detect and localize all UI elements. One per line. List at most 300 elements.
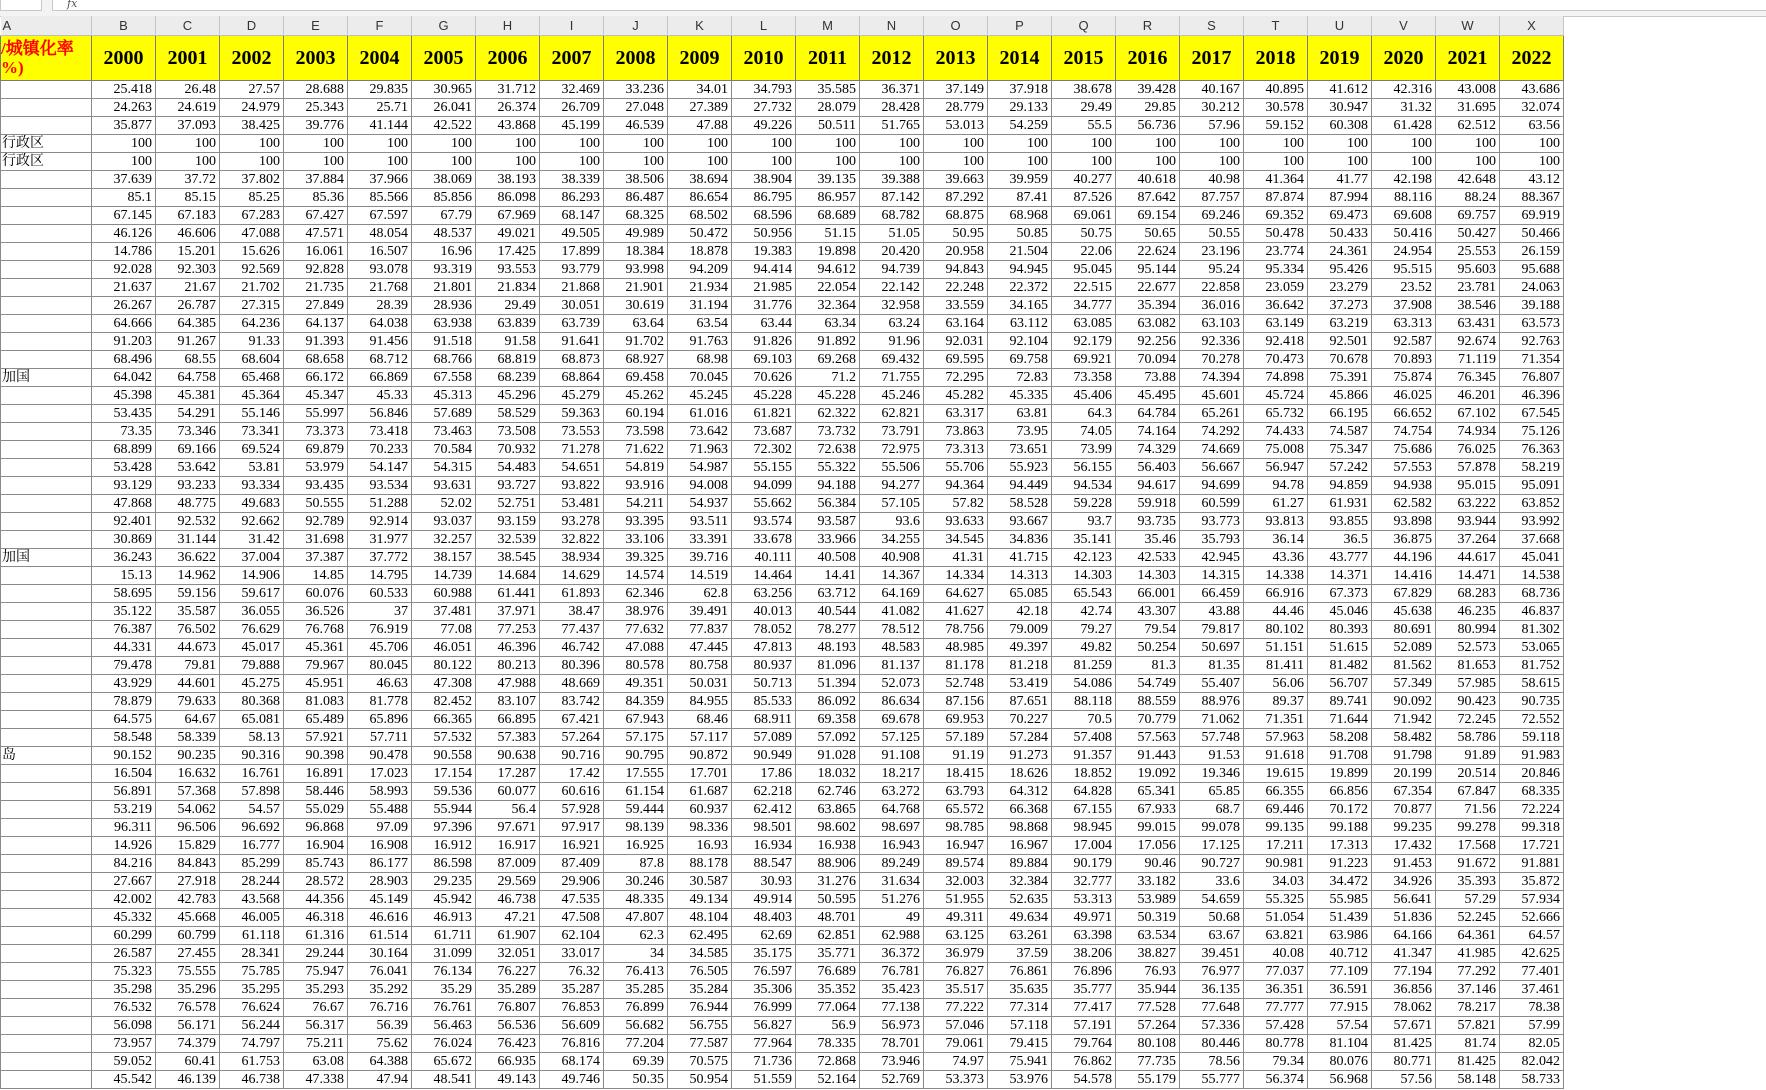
value-cell[interactable]: 35.141 — [1052, 531, 1116, 549]
value-cell[interactable]: 77.109 — [1308, 963, 1372, 981]
value-cell[interactable]: 91.881 — [1500, 855, 1564, 873]
value-cell[interactable]: 91.983 — [1500, 747, 1564, 765]
value-cell[interactable]: 94.699 — [1180, 477, 1244, 495]
value-cell[interactable]: 100 — [92, 135, 156, 153]
value-cell[interactable]: 91.108 — [860, 747, 924, 765]
value-cell[interactable]: 37.72 — [156, 171, 220, 189]
row-label-cell[interactable] — [1, 207, 92, 225]
value-cell[interactable]: 74.433 — [1244, 423, 1308, 441]
value-cell[interactable]: 60.299 — [92, 927, 156, 945]
value-cell[interactable]: 100 — [1308, 135, 1372, 153]
value-cell[interactable]: 86.654 — [668, 189, 732, 207]
value-cell[interactable]: 36.591 — [1308, 981, 1372, 999]
value-cell[interactable]: 38.193 — [476, 171, 540, 189]
value-cell[interactable]: 81.096 — [796, 657, 860, 675]
value-cell[interactable]: 49.634 — [988, 909, 1052, 927]
value-cell[interactable]: 73.642 — [668, 423, 732, 441]
value-cell[interactable]: 45.017 — [220, 639, 284, 657]
value-cell[interactable]: 30.212 — [1180, 99, 1244, 117]
column-header-f[interactable]: F — [348, 16, 412, 36]
value-cell[interactable]: 42.002 — [92, 891, 156, 909]
value-cell[interactable]: 84.955 — [668, 693, 732, 711]
value-cell[interactable]: 41.612 — [1308, 81, 1372, 99]
value-cell[interactable]: 100 — [732, 153, 796, 171]
value-cell[interactable]: 100 — [540, 153, 604, 171]
value-cell[interactable]: 74.329 — [1116, 441, 1180, 459]
value-cell[interactable]: 80.076 — [1308, 1053, 1372, 1071]
value-cell[interactable]: 67.79 — [412, 207, 476, 225]
value-cell[interactable]: 70.278 — [1180, 351, 1244, 369]
value-cell[interactable]: 68.782 — [860, 207, 924, 225]
value-cell[interactable]: 77.037 — [1244, 963, 1308, 981]
value-cell[interactable]: 76.025 — [1436, 441, 1500, 459]
value-cell[interactable]: 81.752 — [1500, 657, 1564, 675]
value-cell[interactable]: 71.278 — [540, 441, 604, 459]
value-cell[interactable]: 68.502 — [668, 207, 732, 225]
value-cell[interactable]: 47.088 — [604, 639, 668, 657]
value-cell[interactable]: 100 — [988, 135, 1052, 153]
value-cell[interactable]: 57.046 — [924, 1017, 988, 1035]
value-cell[interactable]: 93.7 — [1052, 513, 1116, 531]
value-cell[interactable]: 49.397 — [988, 639, 1052, 657]
value-cell[interactable]: 44.601 — [156, 675, 220, 693]
value-cell[interactable]: 46.126 — [92, 225, 156, 243]
value-cell[interactable]: 100 — [412, 153, 476, 171]
value-cell[interactable]: 76.134 — [412, 963, 476, 981]
value-cell[interactable]: 50.416 — [1372, 225, 1436, 243]
value-cell[interactable]: 92.336 — [1180, 333, 1244, 351]
value-cell[interactable]: 49.82 — [1052, 639, 1116, 657]
value-cell[interactable]: 72.552 — [1500, 711, 1564, 729]
value-cell[interactable]: 21.637 — [92, 279, 156, 297]
value-cell[interactable]: 82.05 — [1500, 1035, 1564, 1053]
value-cell[interactable]: 45.228 — [796, 387, 860, 405]
value-cell[interactable]: 46.742 — [540, 639, 604, 657]
value-cell[interactable]: 87.009 — [476, 855, 540, 873]
value-cell[interactable]: 80.578 — [604, 657, 668, 675]
value-cell[interactable]: 87.142 — [860, 189, 924, 207]
value-cell[interactable]: 20.958 — [924, 243, 988, 261]
value-cell[interactable]: 90.795 — [604, 747, 668, 765]
value-cell[interactable]: 49 — [860, 909, 924, 927]
value-cell[interactable]: 17.568 — [1436, 837, 1500, 855]
value-cell[interactable]: 27.732 — [732, 99, 796, 117]
value-cell[interactable]: 100 — [860, 153, 924, 171]
value-cell[interactable]: 81.083 — [284, 693, 348, 711]
value-cell[interactable]: 48.583 — [860, 639, 924, 657]
value-cell[interactable]: 30.051 — [540, 297, 604, 315]
value-cell[interactable]: 63.64 — [604, 315, 668, 333]
value-cell[interactable]: 33.236 — [604, 81, 668, 99]
value-cell[interactable]: 38.934 — [540, 549, 604, 567]
value-cell[interactable]: 73.863 — [924, 423, 988, 441]
value-cell[interactable]: 78.56 — [1180, 1053, 1244, 1071]
value-cell[interactable]: 68.496 — [92, 351, 156, 369]
value-cell[interactable]: 62.8 — [668, 585, 732, 603]
value-cell[interactable]: 22.858 — [1180, 279, 1244, 297]
value-cell[interactable]: 84.843 — [156, 855, 220, 873]
value-cell[interactable]: 42.533 — [1116, 549, 1180, 567]
column-header-n[interactable]: N — [860, 16, 924, 36]
value-cell[interactable]: 56.968 — [1308, 1071, 1372, 1089]
value-cell[interactable]: 88.118 — [1052, 693, 1116, 711]
value-cell[interactable]: 68.174 — [540, 1053, 604, 1071]
value-cell[interactable]: 98.697 — [860, 819, 924, 837]
value-cell[interactable]: 31.634 — [860, 873, 924, 891]
column-header-k[interactable]: K — [668, 16, 732, 36]
value-cell[interactable]: 93.534 — [348, 477, 412, 495]
value-cell[interactable]: 68.899 — [92, 441, 156, 459]
value-cell[interactable]: 16.96 — [412, 243, 476, 261]
row-label-cell[interactable]: 行政区 — [1, 153, 92, 171]
value-cell[interactable]: 68.325 — [604, 207, 668, 225]
value-cell[interactable]: 63.938 — [412, 315, 476, 333]
value-cell[interactable]: 45.199 — [540, 117, 604, 135]
value-cell[interactable]: 63.313 — [1372, 315, 1436, 333]
value-cell[interactable]: 21.868 — [540, 279, 604, 297]
value-cell[interactable]: 83.742 — [540, 693, 604, 711]
value-cell[interactable]: 78.052 — [732, 621, 796, 639]
value-cell[interactable]: 17.42 — [540, 765, 604, 783]
value-cell[interactable]: 76.67 — [284, 999, 348, 1017]
value-cell[interactable]: 80.771 — [1372, 1053, 1436, 1071]
value-cell[interactable]: 75.555 — [156, 963, 220, 981]
value-cell[interactable]: 80.368 — [220, 693, 284, 711]
value-cell[interactable]: 77.314 — [988, 999, 1052, 1017]
value-cell[interactable]: 59.363 — [540, 405, 604, 423]
value-cell[interactable]: 67.283 — [220, 207, 284, 225]
value-cell[interactable]: 21.702 — [220, 279, 284, 297]
value-cell[interactable]: 50.68 — [1180, 909, 1244, 927]
value-cell[interactable]: 95.144 — [1116, 261, 1180, 279]
value-cell[interactable]: 100 — [732, 135, 796, 153]
value-cell[interactable]: 71.2 — [796, 369, 860, 387]
value-cell[interactable]: 56.827 — [732, 1017, 796, 1035]
value-cell[interactable]: 45.33 — [348, 387, 412, 405]
value-cell[interactable]: 76.024 — [412, 1035, 476, 1053]
value-cell[interactable]: 14.519 — [668, 567, 732, 585]
value-cell[interactable]: 65.85 — [1180, 783, 1244, 801]
value-cell[interactable]: 54.987 — [668, 459, 732, 477]
value-cell[interactable]: 57.56 — [1372, 1071, 1436, 1089]
value-cell[interactable]: 65.896 — [348, 711, 412, 729]
value-cell[interactable]: 58.482 — [1372, 729, 1436, 747]
value-cell[interactable]: 93.233 — [156, 477, 220, 495]
value-cell[interactable]: 75.347 — [1308, 441, 1372, 459]
value-cell[interactable]: 90.727 — [1180, 855, 1244, 873]
value-cell[interactable]: 28.903 — [348, 873, 412, 891]
value-cell[interactable]: 55.029 — [284, 801, 348, 819]
value-cell[interactable]: 58.993 — [348, 783, 412, 801]
value-cell[interactable]: 28.428 — [860, 99, 924, 117]
value-cell[interactable]: 74.797 — [220, 1035, 284, 1053]
year-header-cell[interactable]: 2008 — [604, 36, 668, 81]
value-cell[interactable]: 58.528 — [988, 495, 1052, 513]
value-cell[interactable]: 68.873 — [540, 351, 604, 369]
column-header-x[interactable]: X — [1500, 16, 1564, 36]
value-cell[interactable]: 54.659 — [1180, 891, 1244, 909]
row-label-cell[interactable] — [1, 891, 92, 909]
value-cell[interactable]: 63.219 — [1308, 315, 1372, 333]
value-cell[interactable]: 39.428 — [1116, 81, 1180, 99]
value-cell[interactable]: 63.256 — [732, 585, 796, 603]
value-cell[interactable]: 93.898 — [1372, 513, 1436, 531]
value-cell[interactable]: 90.735 — [1500, 693, 1564, 711]
value-cell[interactable]: 64.768 — [860, 801, 924, 819]
value-cell[interactable]: 71.354 — [1500, 351, 1564, 369]
value-cell[interactable]: 37.908 — [1372, 297, 1436, 315]
value-cell[interactable]: 81.3 — [1116, 657, 1180, 675]
value-cell[interactable]: 73.946 — [860, 1053, 924, 1071]
value-cell[interactable]: 70.045 — [668, 369, 732, 387]
value-cell[interactable]: 32.469 — [540, 81, 604, 99]
value-cell[interactable]: 57.175 — [604, 729, 668, 747]
value-cell[interactable]: 56.707 — [1308, 675, 1372, 693]
value-cell[interactable]: 95.045 — [1052, 261, 1116, 279]
value-cell[interactable]: 73.732 — [796, 423, 860, 441]
value-cell[interactable]: 100 — [668, 153, 732, 171]
value-cell[interactable]: 35.284 — [668, 981, 732, 999]
value-cell[interactable]: 49.746 — [540, 1071, 604, 1089]
value-cell[interactable]: 79.478 — [92, 657, 156, 675]
row-label-cell[interactable] — [1, 639, 92, 657]
value-cell[interactable]: 61.016 — [668, 405, 732, 423]
year-header-cell[interactable]: 2014 — [988, 36, 1052, 81]
value-cell[interactable]: 77.292 — [1436, 963, 1500, 981]
value-cell[interactable]: 70.5 — [1052, 711, 1116, 729]
value-cell[interactable]: 61.687 — [668, 783, 732, 801]
value-cell[interactable]: 91.028 — [796, 747, 860, 765]
value-cell[interactable]: 55.985 — [1308, 891, 1372, 909]
row-label-cell[interactable] — [1, 513, 92, 531]
value-cell[interactable]: 38.546 — [1436, 297, 1500, 315]
value-cell[interactable]: 90.478 — [348, 747, 412, 765]
value-cell[interactable]: 55.777 — [1180, 1071, 1244, 1089]
value-cell[interactable]: 91.267 — [156, 333, 220, 351]
value-cell[interactable]: 47.308 — [412, 675, 476, 693]
value-cell[interactable]: 92.914 — [348, 513, 412, 531]
value-cell[interactable]: 25.71 — [348, 99, 412, 117]
value-cell[interactable]: 87.651 — [988, 693, 1052, 711]
value-cell[interactable]: 54.147 — [348, 459, 412, 477]
value-cell[interactable]: 57.349 — [1372, 675, 1436, 693]
value-cell[interactable]: 93.587 — [796, 513, 860, 531]
value-cell[interactable]: 35.122 — [92, 603, 156, 621]
value-cell[interactable]: 28.779 — [924, 99, 988, 117]
value-cell[interactable]: 63.793 — [924, 783, 988, 801]
value-cell[interactable]: 18.852 — [1052, 765, 1116, 783]
value-cell[interactable]: 44.46 — [1244, 603, 1308, 621]
value-cell[interactable]: 69.268 — [796, 351, 860, 369]
value-cell[interactable]: 56.736 — [1116, 117, 1180, 135]
value-cell[interactable]: 55.407 — [1180, 675, 1244, 693]
value-cell[interactable]: 70.626 — [732, 369, 796, 387]
value-cell[interactable]: 44.673 — [156, 639, 220, 657]
value-cell[interactable]: 47.988 — [476, 675, 540, 693]
value-cell[interactable]: 40.712 — [1308, 945, 1372, 963]
value-cell[interactable]: 100 — [988, 153, 1052, 171]
value-cell[interactable]: 39.188 — [1500, 297, 1564, 315]
value-cell[interactable]: 99.278 — [1436, 819, 1500, 837]
value-cell[interactable]: 100 — [1436, 153, 1500, 171]
value-cell[interactable]: 68.283 — [1436, 585, 1500, 603]
value-cell[interactable]: 26.374 — [476, 99, 540, 117]
value-cell[interactable]: 68.911 — [732, 711, 796, 729]
value-cell[interactable]: 56.374 — [1244, 1071, 1308, 1089]
value-cell[interactable]: 91.618 — [1244, 747, 1308, 765]
value-cell[interactable]: 44.196 — [1372, 549, 1436, 567]
value-cell[interactable]: 63.739 — [540, 315, 604, 333]
value-cell[interactable]: 14.85 — [284, 567, 348, 585]
value-cell[interactable]: 14.303 — [1116, 567, 1180, 585]
value-cell[interactable]: 35.29 — [412, 981, 476, 999]
value-cell[interactable]: 88.547 — [732, 855, 796, 873]
value-cell[interactable]: 55.706 — [924, 459, 988, 477]
value-cell[interactable]: 69.595 — [924, 351, 988, 369]
value-cell[interactable]: 63.112 — [988, 315, 1052, 333]
value-cell[interactable]: 51.288 — [348, 495, 412, 513]
value-cell[interactable]: 76.363 — [1500, 441, 1564, 459]
value-cell[interactable]: 73.418 — [348, 423, 412, 441]
value-cell[interactable]: 69.758 — [988, 351, 1052, 369]
value-cell[interactable]: 80.213 — [476, 657, 540, 675]
value-cell[interactable]: 91.223 — [1308, 855, 1372, 873]
value-cell[interactable]: 76.919 — [348, 621, 412, 639]
value-cell[interactable]: 57.671 — [1372, 1017, 1436, 1035]
column-header-u[interactable]: U — [1308, 16, 1372, 36]
row-label-cell[interactable] — [1, 603, 92, 621]
value-cell[interactable]: 98.139 — [604, 819, 668, 837]
value-cell[interactable]: 19.898 — [796, 243, 860, 261]
value-cell[interactable]: 88.559 — [1116, 693, 1180, 711]
value-cell[interactable]: 47.868 — [92, 495, 156, 513]
value-cell[interactable]: 77.064 — [796, 999, 860, 1017]
value-cell[interactable]: 92.662 — [220, 513, 284, 531]
value-cell[interactable]: 21.801 — [412, 279, 476, 297]
value-cell[interactable]: 91.89 — [1436, 747, 1500, 765]
value-cell[interactable]: 57.821 — [1436, 1017, 1500, 1035]
value-cell[interactable]: 99.318 — [1500, 819, 1564, 837]
value-cell[interactable]: 35.587 — [156, 603, 220, 621]
value-cell[interactable]: 87.41 — [988, 189, 1052, 207]
value-cell[interactable]: 36.526 — [284, 603, 348, 621]
value-cell[interactable]: 100 — [476, 153, 540, 171]
value-cell[interactable]: 63.44 — [732, 315, 796, 333]
value-cell[interactable]: 32.257 — [412, 531, 476, 549]
value-cell[interactable]: 35.287 — [540, 981, 604, 999]
value-cell[interactable]: 66.195 — [1308, 405, 1372, 423]
value-cell[interactable]: 100 — [412, 135, 476, 153]
value-cell[interactable]: 54.937 — [668, 495, 732, 513]
value-cell[interactable]: 29.244 — [284, 945, 348, 963]
value-cell[interactable]: 81.778 — [348, 693, 412, 711]
value-cell[interactable]: 100 — [1052, 153, 1116, 171]
value-cell[interactable]: 69.473 — [1308, 207, 1372, 225]
value-cell[interactable]: 37.264 — [1436, 531, 1500, 549]
value-cell[interactable]: 39.716 — [668, 549, 732, 567]
value-cell[interactable]: 47.94 — [348, 1071, 412, 1089]
value-cell[interactable]: 77.401 — [1500, 963, 1564, 981]
value-cell[interactable]: 54.086 — [1052, 675, 1116, 693]
value-cell[interactable]: 87.526 — [1052, 189, 1116, 207]
value-cell[interactable]: 64.236 — [220, 315, 284, 333]
value-cell[interactable]: 71.942 — [1372, 711, 1436, 729]
value-cell[interactable]: 98.945 — [1052, 819, 1116, 837]
row-label-cell[interactable] — [1, 873, 92, 891]
value-cell[interactable]: 63.082 — [1116, 315, 1180, 333]
value-cell[interactable]: 67.933 — [1116, 801, 1180, 819]
value-cell[interactable]: 31.32 — [1372, 99, 1436, 117]
value-cell[interactable]: 29.133 — [988, 99, 1052, 117]
value-cell[interactable]: 26.159 — [1500, 243, 1564, 261]
value-cell[interactable]: 100 — [1500, 135, 1564, 153]
value-cell[interactable]: 63.81 — [988, 405, 1052, 423]
value-cell[interactable]: 54.259 — [988, 117, 1052, 135]
value-cell[interactable]: 33.017 — [540, 945, 604, 963]
value-cell[interactable]: 89.37 — [1244, 693, 1308, 711]
value-cell[interactable]: 64.3 — [1052, 405, 1116, 423]
value-cell[interactable]: 69.524 — [220, 441, 284, 459]
value-cell[interactable]: 93.813 — [1244, 513, 1308, 531]
value-cell[interactable]: 94.364 — [924, 477, 988, 495]
value-cell[interactable]: 64.57 — [1500, 927, 1564, 945]
value-cell[interactable]: 68.766 — [412, 351, 476, 369]
value-cell[interactable]: 67.943 — [604, 711, 668, 729]
value-cell[interactable]: 80.937 — [732, 657, 796, 675]
value-cell[interactable]: 39.325 — [604, 549, 668, 567]
value-cell[interactable]: 16.507 — [348, 243, 412, 261]
value-cell[interactable]: 60.194 — [604, 405, 668, 423]
value-cell[interactable]: 20.846 — [1500, 765, 1564, 783]
column-header-w[interactable]: W — [1436, 16, 1500, 36]
value-cell[interactable]: 50.511 — [796, 117, 860, 135]
value-cell[interactable]: 66.368 — [988, 801, 1052, 819]
value-cell[interactable]: 21.504 — [988, 243, 1052, 261]
value-cell[interactable]: 46.738 — [220, 1071, 284, 1089]
value-cell[interactable]: 57.089 — [732, 729, 796, 747]
value-cell[interactable]: 46.616 — [348, 909, 412, 927]
value-cell[interactable]: 63.085 — [1052, 315, 1116, 333]
value-cell[interactable]: 45.364 — [220, 387, 284, 405]
value-cell[interactable]: 93.574 — [732, 513, 796, 531]
value-cell[interactable]: 55.146 — [220, 405, 284, 423]
value-cell[interactable]: 16.061 — [284, 243, 348, 261]
value-cell[interactable]: 79.81 — [156, 657, 220, 675]
value-cell[interactable]: 65.672 — [412, 1053, 476, 1071]
value-cell[interactable]: 66.365 — [412, 711, 476, 729]
value-cell[interactable]: 43.88 — [1180, 603, 1244, 621]
value-cell[interactable]: 50.472 — [668, 225, 732, 243]
value-cell[interactable]: 75.62 — [348, 1035, 412, 1053]
value-cell[interactable]: 86.092 — [796, 693, 860, 711]
column-header-r[interactable]: R — [1116, 16, 1180, 36]
value-cell[interactable]: 45.866 — [1308, 387, 1372, 405]
value-cell[interactable]: 24.619 — [156, 99, 220, 117]
value-cell[interactable]: 76.578 — [156, 999, 220, 1017]
value-cell[interactable]: 17.701 — [668, 765, 732, 783]
value-cell[interactable]: 58.695 — [92, 585, 156, 603]
value-cell[interactable]: 69.358 — [796, 711, 860, 729]
value-cell[interactable]: 40.98 — [1180, 171, 1244, 189]
value-cell[interactable]: 56.609 — [540, 1017, 604, 1035]
value-cell[interactable]: 47.088 — [220, 225, 284, 243]
value-cell[interactable]: 89.574 — [924, 855, 988, 873]
value-cell[interactable]: 73.313 — [924, 441, 988, 459]
value-cell[interactable]: 42.316 — [1372, 81, 1436, 99]
value-cell[interactable]: 14.795 — [348, 567, 412, 585]
value-cell[interactable]: 65.732 — [1244, 405, 1308, 423]
value-cell[interactable]: 100 — [796, 135, 860, 153]
